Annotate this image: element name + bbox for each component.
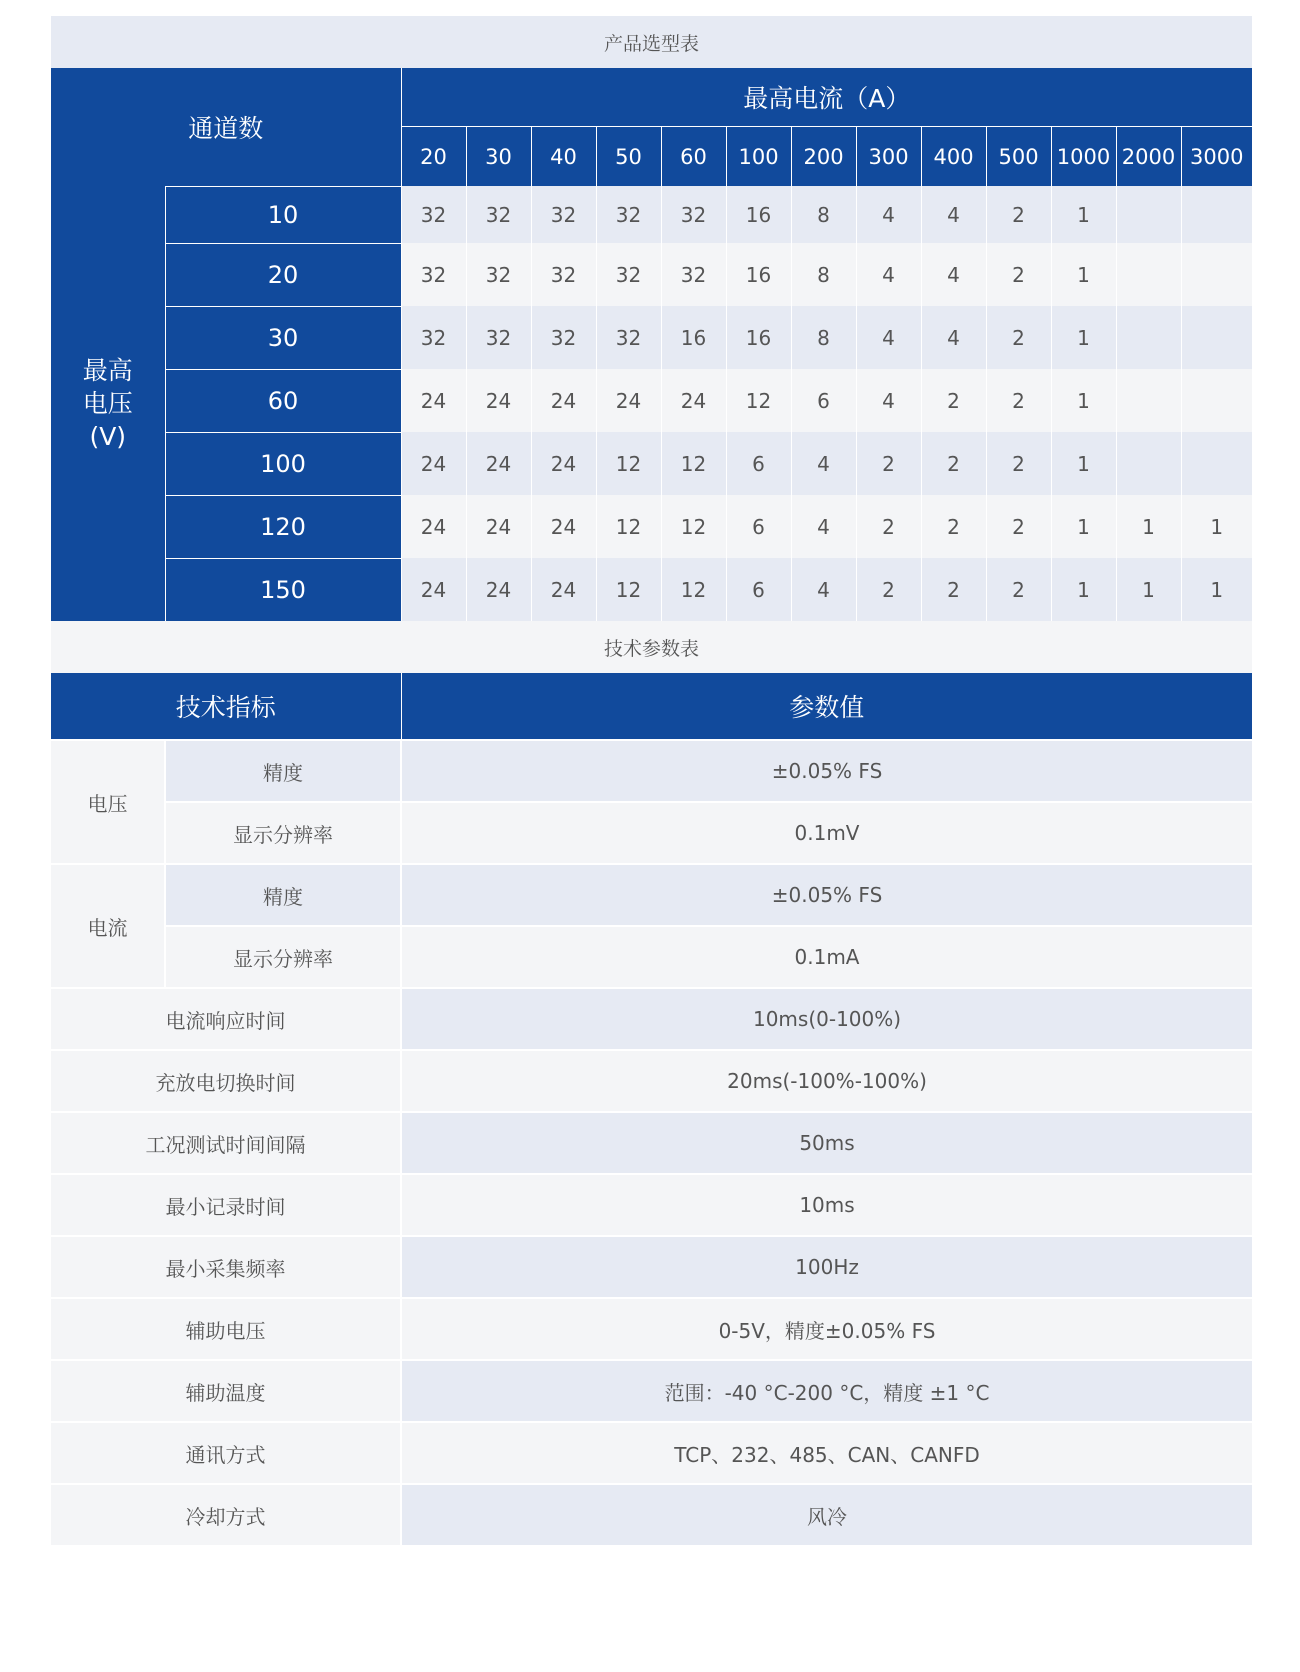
channel-count-cell: 24 [531, 369, 596, 432]
tech-table-caption: 技术参数表 [51, 621, 1252, 673]
channel-count-cell: 1 [1116, 558, 1181, 621]
param-name: 充放电切换时间 [51, 1050, 401, 1112]
tech-param-row [51, 1112, 1252, 1174]
channel-count-cell: 32 [531, 186, 596, 243]
current-col-header: 30 [466, 127, 531, 187]
current-col-header: 200 [791, 127, 856, 187]
channel-count-cell: 16 [726, 186, 791, 243]
selection-table-caption: 产品选型表 [51, 16, 1252, 68]
channel-count-header: 通道数 [51, 68, 401, 186]
channel-count-cell: 12 [661, 432, 726, 495]
voltage-row-header: 30 [165, 306, 401, 369]
channel-count-cell: 4 [791, 495, 856, 558]
current-col-header: 50 [596, 127, 661, 187]
tech-param-row [51, 1422, 1252, 1484]
current-col-header: 500 [986, 127, 1051, 187]
channel-count-cell: 1 [1051, 306, 1116, 369]
param-value: 10ms [401, 1174, 1252, 1236]
param-name: 最小采集频率 [51, 1236, 401, 1298]
param-value: 50ms [401, 1112, 1252, 1174]
channel-count-cell: 2 [986, 495, 1051, 558]
current-col-header: 400 [921, 127, 986, 187]
channel-count-cell: 24 [401, 369, 466, 432]
param-group-label: 电流 [51, 864, 165, 988]
channel-count-cell: 1 [1051, 243, 1116, 306]
channel-count-cell: 2 [921, 432, 986, 495]
channel-count-cell [1181, 186, 1252, 243]
channel-count-cell: 2 [986, 558, 1051, 621]
param-name: 电流响应时间 [51, 988, 401, 1050]
channel-count-cell: 24 [401, 495, 466, 558]
channel-count-cell: 32 [466, 186, 531, 243]
channel-count-cell: 16 [726, 306, 791, 369]
param-name: 显示分辨率 [165, 802, 401, 864]
channel-count-cell: 2 [986, 243, 1051, 306]
voltage-row-header: 60 [165, 369, 401, 432]
channel-count-cell: 32 [596, 306, 661, 369]
param-name: 最小记录时间 [51, 1174, 401, 1236]
selection-row [51, 432, 1252, 495]
selection-row [51, 243, 1252, 306]
channel-count-cell: 6 [726, 495, 791, 558]
tech-params-table [51, 673, 1252, 1547]
channel-count-cell: 4 [921, 186, 986, 243]
channel-count-cell: 12 [661, 558, 726, 621]
channel-count-cell: 1 [1181, 558, 1252, 621]
channel-count-cell: 1 [1051, 186, 1116, 243]
channel-count-cell: 32 [401, 186, 466, 243]
param-name: 辅助电压 [51, 1298, 401, 1360]
channel-count-cell: 2 [921, 558, 986, 621]
channel-count-cell: 32 [531, 306, 596, 369]
tech-param-row [51, 988, 1252, 1050]
param-value-header: 参数值 [401, 673, 1252, 740]
tech-param-row [51, 1298, 1252, 1360]
channel-count-cell: 8 [791, 186, 856, 243]
tech-param-row [51, 1484, 1252, 1546]
max-voltage-label-line: 最高 [82, 356, 133, 385]
channel-count-cell: 24 [531, 558, 596, 621]
channel-count-cell: 4 [921, 306, 986, 369]
channel-count-cell: 1 [1051, 495, 1116, 558]
tech-param-row [51, 1236, 1252, 1298]
channel-count-cell: 32 [466, 306, 531, 369]
channel-count-cell: 4 [856, 369, 921, 432]
selection-row [51, 306, 1252, 369]
voltage-row-header: 20 [165, 243, 401, 306]
tech-param-row [51, 926, 1252, 988]
max-voltage-label-line: (V) [89, 422, 127, 451]
current-col-header: 60 [661, 127, 726, 187]
channel-count-cell: 16 [726, 243, 791, 306]
param-name: 冷却方式 [51, 1484, 401, 1546]
channel-count-cell: 2 [921, 369, 986, 432]
channel-count-cell: 2 [921, 495, 986, 558]
channel-count-cell: 4 [791, 432, 856, 495]
channel-count-cell [1181, 369, 1252, 432]
channel-count-cell: 4 [791, 558, 856, 621]
channel-count-cell: 1 [1051, 432, 1116, 495]
param-group-label: 电压 [51, 740, 165, 864]
channel-count-cell: 8 [791, 306, 856, 369]
voltage-row-header: 150 [165, 558, 401, 621]
tech-param-row [51, 864, 1252, 926]
selection-row [51, 186, 1252, 243]
page-content [51, 16, 1252, 1547]
channel-count-cell: 32 [661, 243, 726, 306]
channel-count-cell [1181, 243, 1252, 306]
channel-count-cell: 24 [596, 369, 661, 432]
channel-count-cell: 32 [596, 243, 661, 306]
channel-count-cell: 2 [986, 432, 1051, 495]
param-name: 辅助温度 [51, 1360, 401, 1422]
channel-count-cell [1116, 186, 1181, 243]
channel-count-cell: 1 [1051, 558, 1116, 621]
param-value: 10ms(0-100%) [401, 988, 1252, 1050]
current-col-header: 40 [531, 127, 596, 187]
channel-count-cell: 6 [791, 369, 856, 432]
current-col-header: 1000 [1051, 127, 1116, 187]
param-value: 0-5V，精度±0.05% FS [401, 1298, 1252, 1360]
channel-count-cell: 24 [466, 432, 531, 495]
channel-count-cell: 24 [531, 432, 596, 495]
param-value: 0.1mA [401, 926, 1252, 988]
channel-count-cell: 4 [856, 306, 921, 369]
tech-param-row [51, 740, 1252, 802]
max-voltage-label [51, 186, 165, 621]
param-value: TCP、232、485、CAN、CANFD [401, 1422, 1252, 1484]
selection-row [51, 369, 1252, 432]
tech-index-header: 技术指标 [51, 673, 401, 740]
channel-count-cell: 2 [986, 186, 1051, 243]
channel-count-cell: 12 [596, 432, 661, 495]
channel-count-cell: 32 [401, 306, 466, 369]
channel-count-cell [1116, 243, 1181, 306]
param-value: ±0.05% FS [401, 864, 1252, 926]
current-col-header: 2000 [1116, 127, 1181, 187]
channel-count-cell: 32 [531, 243, 596, 306]
param-value: 0.1mV [401, 802, 1252, 864]
current-col-header: 20 [401, 127, 466, 187]
channel-count-cell: 1 [1181, 495, 1252, 558]
channel-count-cell: 12 [726, 369, 791, 432]
channel-count-cell: 24 [661, 369, 726, 432]
channel-count-cell: 2 [986, 306, 1051, 369]
channel-count-cell: 32 [661, 186, 726, 243]
voltage-row-header: 100 [165, 432, 401, 495]
channel-count-cell [1116, 369, 1181, 432]
channel-count-cell [1116, 306, 1181, 369]
channel-count-cell: 1 [1051, 369, 1116, 432]
channel-count-cell [1116, 432, 1181, 495]
channel-count-cell: 16 [661, 306, 726, 369]
channel-count-cell: 1 [1116, 495, 1181, 558]
param-value: ±0.05% FS [401, 740, 1252, 802]
channel-count-cell: 8 [791, 243, 856, 306]
channel-count-cell: 2 [986, 369, 1051, 432]
param-value: 范围：-40 °C-200 °C，精度 ±1 °C [401, 1360, 1252, 1422]
channel-count-cell [1181, 306, 1252, 369]
channel-count-cell: 2 [856, 558, 921, 621]
channel-count-cell: 4 [856, 243, 921, 306]
channel-count-cell: 24 [466, 495, 531, 558]
max-voltage-label-line: 电压 [82, 389, 133, 418]
channel-count-cell: 12 [596, 495, 661, 558]
current-col-header: 300 [856, 127, 921, 187]
channel-count-cell [1181, 432, 1252, 495]
channel-count-cell: 24 [401, 558, 466, 621]
channel-count-cell: 32 [466, 243, 531, 306]
param-name: 通讯方式 [51, 1422, 401, 1484]
current-col-header: 3000 [1181, 127, 1252, 187]
channel-count-cell: 4 [921, 243, 986, 306]
channel-count-cell: 24 [401, 432, 466, 495]
voltage-row-header: 10 [165, 186, 401, 243]
tech-param-row [51, 1360, 1252, 1422]
selection-row [51, 558, 1252, 621]
channel-count-cell: 12 [661, 495, 726, 558]
param-value: 20ms(-100%-100%) [401, 1050, 1252, 1112]
channel-count-cell: 6 [726, 432, 791, 495]
channel-count-cell: 24 [531, 495, 596, 558]
voltage-row-header: 120 [165, 495, 401, 558]
channel-count-cell: 24 [466, 369, 531, 432]
channel-count-cell: 2 [856, 432, 921, 495]
channel-count-cell: 2 [856, 495, 921, 558]
tech-param-row [51, 1174, 1252, 1236]
channel-count-cell: 32 [401, 243, 466, 306]
param-name: 精度 [165, 740, 401, 802]
param-value: 风冷 [401, 1484, 1252, 1546]
current-col-header: 100 [726, 127, 791, 187]
channel-count-cell: 6 [726, 558, 791, 621]
selection-table [51, 68, 1252, 621]
param-name: 工况测试时间间隔 [51, 1112, 401, 1174]
tech-param-row [51, 802, 1252, 864]
selection-row [51, 495, 1252, 558]
param-value: 100Hz [401, 1236, 1252, 1298]
tech-param-row [51, 1050, 1252, 1112]
channel-count-cell: 12 [596, 558, 661, 621]
channel-count-cell: 24 [466, 558, 531, 621]
param-name: 显示分辨率 [165, 926, 401, 988]
channel-count-cell: 4 [856, 186, 921, 243]
param-name: 精度 [165, 864, 401, 926]
channel-count-cell: 32 [596, 186, 661, 243]
max-current-header: 最高电流（A） [401, 68, 1252, 127]
